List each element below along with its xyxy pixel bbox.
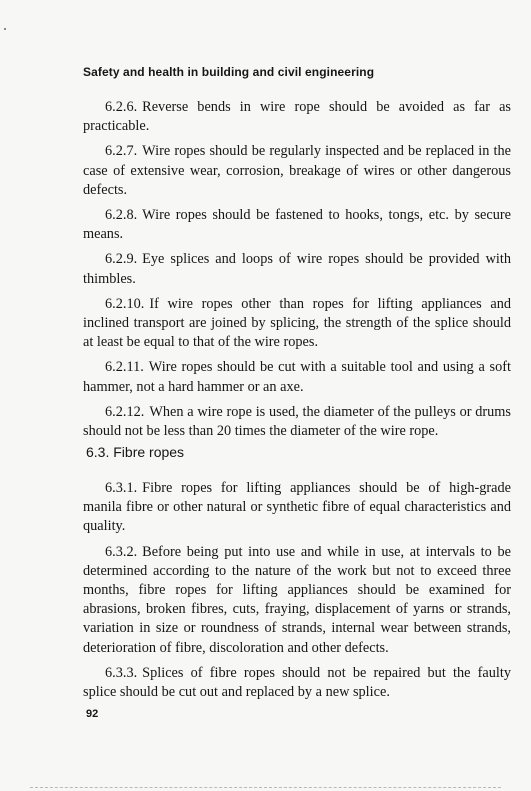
clause-paragraph [83,543,511,658]
clause-text: Wire ropes should be cut with a suitable tool and using a soft hammer, not a hard hammer or an axe. [83,359,511,395]
section-heading: 6.3. Fibre ropes [86,444,185,460]
clause-paragraph [83,664,511,702]
clause-number: 6.2.7. [105,143,138,160]
clause-paragraph [83,479,511,537]
clause-number: 6.2.8. [105,207,138,224]
clause-text: Wire ropes should be regularly inspected and be replaced in the case of extensive wear, corrosion, breakage of wires or other dangerous defects. [83,143,511,198]
clause-number: 6.2.12. [105,403,145,420]
clause-number: 6.3.3. [105,664,138,681]
clause-number: 6.2.6. [105,99,138,115]
clause-text: Reverse bends in wire rope should be avoided as far as practicable. [83,99,511,135]
clause-number: 6.3.2. [105,543,138,560]
clause-text: Splices of fibre ropes should not be repaired but the faulty splice should be cut out and replaced by a new splice. [83,664,511,701]
clause-text: Before being put into use and while in use, at intervals to be determined according to the nature of the work but not to exceed three months, fibre ropes for lifting appliances should be examined for abrasions, broken fibres, cuts, fraying, displacement of yarns or strands, variation in size or roundness of strands, internal wear between strands, deterioration of fibre, discoloration and other defects. [83,543,511,656]
clause-number: 6.3.1. [105,480,138,496]
clause-paragraph [83,358,511,396]
clause-paragraph [83,250,511,288]
clause-paragraph [83,403,511,441]
clause-text: When a wire rope is used, the diameter of the pulleys or drums should not be less than 20 times the diameter of the wire rope. [83,403,511,440]
clause-number: 6.2.9. [105,251,138,268]
running-head: Safety and health in building and civil engineering [83,65,375,79]
scan-speck [4,28,6,30]
clause-paragraph [83,295,511,353]
page-number: 92 [86,708,99,720]
clause-text: Fibre ropes for lifting appliances should be of high-grade manila fibre or other natural or synthetic fibre of equal characteristics and quality. [83,480,511,535]
wire-rope-clauses [83,98,511,447]
clause-number: 6.2.10. [105,295,145,312]
clause-text: Wire ropes should be fastened to hooks, tongs, etc. by secure means. [83,207,511,243]
fibre-rope-clauses [83,479,511,708]
clause-text: Eye splices and loops of wire ropes should be provided with thimbles. [83,251,511,287]
scan-edge-line [30,787,501,788]
clause-text: If wire ropes other than ropes for lifting appliances and inclined transport are joined by splicing, the strength of the splice should at least be equal to that of the wire ropes. [83,295,511,351]
clause-paragraph [83,206,511,244]
clause-paragraph [83,142,511,200]
clause-number: 6.2.11. [105,359,144,376]
clause-paragraph [83,98,511,136]
